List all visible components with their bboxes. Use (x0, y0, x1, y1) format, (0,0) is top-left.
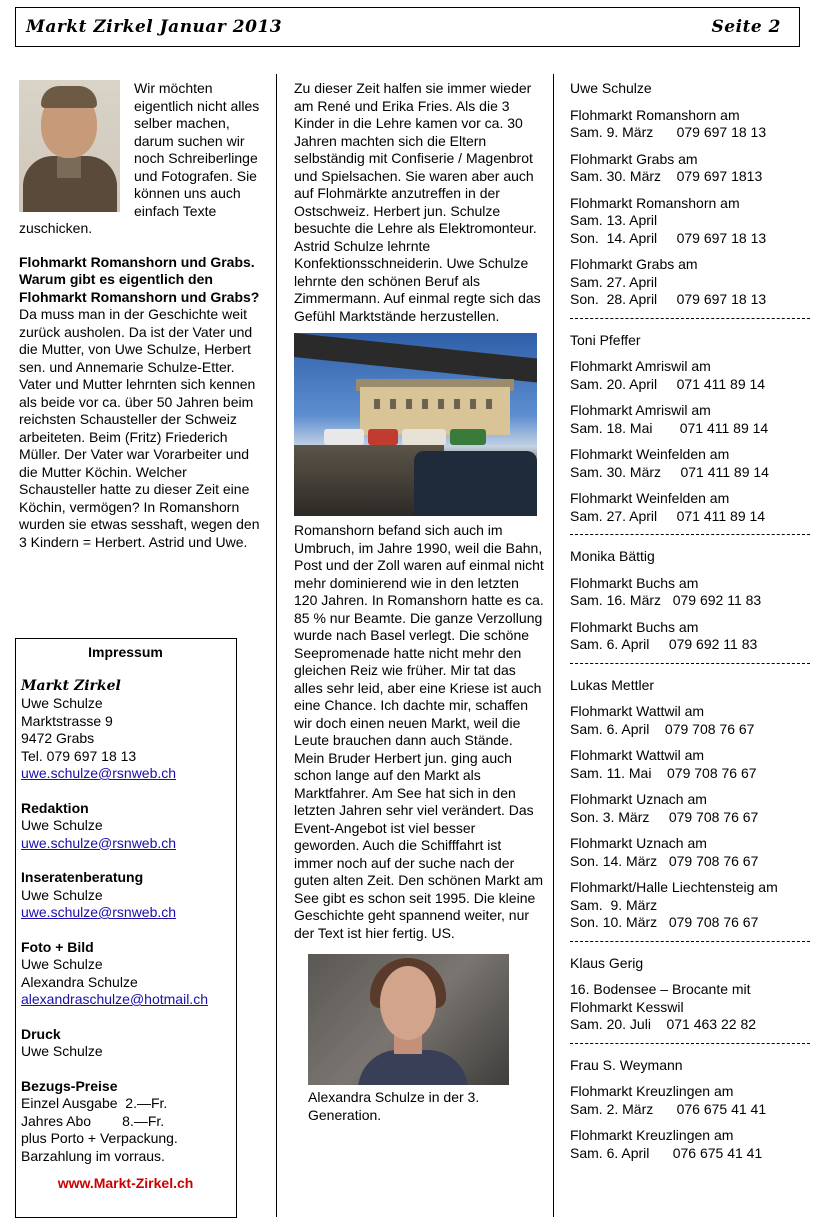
address-line: Uwe Schulze (21, 695, 103, 711)
vendor-name: Toni Pfeffer (570, 331, 641, 348)
inserate-name: Uwe Schulze (21, 886, 103, 903)
market-entry: Flohmarkt Kreuzlingen am Sam. 2. März 076 675 41 41 (570, 1083, 767, 1117)
preise-line: Barzahlung im vorraus. (21, 1147, 165, 1164)
schedule-group (570, 1057, 810, 1163)
preise-line: Jahres Abo 8.—Fr. (21, 1112, 165, 1129)
schedule-group (570, 677, 810, 932)
author-photo (19, 80, 120, 212)
foto-label: Foto + Bild (21, 938, 94, 955)
market-entry: Flohmarkt Amriswil am Sam. 20. April 071 411 89 14 (570, 358, 766, 392)
schedule-group (570, 955, 810, 1034)
address-line: Tel. 079 697 18 13 (21, 747, 137, 764)
vendor-name: Klaus Gerig (570, 954, 644, 971)
market-photo (294, 333, 537, 516)
impressum-box (15, 638, 237, 1218)
email-link[interactable]: uwe.schulze@rsnweb.ch (21, 765, 177, 781)
druck-block (21, 1026, 230, 1061)
foto-name: Alexandra Schulze (21, 973, 138, 990)
page-header (15, 7, 800, 47)
foto-name: Uwe Schulze (21, 956, 103, 972)
foto-email-link[interactable]: alexandraschulze@hotmail.ch (21, 991, 208, 1007)
market-entry: Flohmarkt Uznach am Son. 14. März 079 708 76 67 (570, 835, 759, 869)
address-line: Marktstrasse 9 (21, 712, 113, 729)
website-link[interactable]: www.Markt-Zirkel.ch (57, 1175, 194, 1191)
market-entry: Flohmarkt Weinfelden am Sam. 30. März 071 411 89 14 (570, 446, 769, 480)
schedule-group (570, 548, 810, 654)
druck-label: Druck (21, 1025, 61, 1042)
photo-caption: Alexandra Schulze in der 3. Generation. (308, 1089, 480, 1123)
impressum-address (21, 678, 230, 783)
dashed-separator (570, 318, 810, 319)
market-entry: Flohmarkt Romanshorn am Sam. 9. März 079 697 18 13 (570, 106, 767, 140)
redaktion-block (21, 800, 230, 853)
vendor-name: Frau S. Weymann (570, 1056, 683, 1073)
inserate-email-link[interactable]: uwe.schulze@rsnweb.ch (21, 904, 177, 920)
impressum-title: Impressum (88, 644, 163, 660)
dashed-separator (570, 941, 810, 942)
preise-label: Bezugs-Preise (21, 1077, 118, 1094)
vendor-name: Uwe Schulze (570, 80, 652, 96)
market-entry: Flohmarkt Grabs am Sam. 30. März 079 697 1813 (570, 150, 763, 184)
market-entry: Flohmarkt Weinfelden am Sam. 27. April 071 411 89 14 (570, 490, 766, 524)
redaktion-email-link[interactable]: uwe.schulze@rsnweb.ch (21, 834, 177, 851)
market-entry: Flohmarkt Uznach am Son. 3. März 079 708 76 67 (570, 791, 759, 825)
column-divider (276, 74, 277, 1217)
market-entry: Flohmarkt Wattwil am Sam. 6. April 079 708 76 67 (570, 703, 755, 737)
dashed-separator (570, 663, 810, 664)
intro-text: Wir möchten eigentlich nicht alles selber machen, darum suchen wir noch Schreiberlinge und Fotografen. Sie können uns auch einfach Texte zuschicken. (19, 80, 260, 236)
market-entry: Flohmarkt/Halle Liechtensteig am Sam. 9. März Son. 10. März 079 708 76 67 (570, 879, 778, 930)
inserate-block (21, 869, 230, 922)
market-entry: Flohmarkt Buchs am Sam. 16. März 079 692 11 83 (570, 574, 762, 608)
foto-block (21, 939, 230, 1009)
dashed-separator (570, 1043, 810, 1044)
market-entry: Flohmarkt Wattwil am Sam. 11. Mai 079 708 76 67 (570, 747, 757, 781)
schedule-group (570, 80, 810, 309)
article-paragraph: Romanshorn befand sich auch im Umbruch, im Jahre 1990, weil die Bahn, Post und der Zoll waren auf einmal nicht mehr dominierend wie in den letzten 120 Jahren. In Romanshorn hatte es ca. 85 % nur Beamte. Die ganze Verzollung wurde nach Basel verlegt. Die schöne Seepromenade hatte nicht mehr den gleichen Reiz wie früher. Mir tat das alles sehr leid, aber eine Kriese ist auch eine Chance. Ich dachte mir, schaffen wir doch einen neuen Markt, weil die Leute brauchen dann auch Stände. Mein Bruder Herbert jun. ging auch schon lange auf den Markt als Marktfahrer. Am See hat sich in den letzten Jahren sehr viel verändert. Das Event-Angebot ist viel besser geworden. Auch die Schifffahrt ist immer noch auf der suche nach der guten alten Zeit. Den schönen Markt am See gibt es schon seit 1995. Die kleine Geschichte geht spannend weiter, nur der Text ist hier fertig. US. (294, 522, 544, 941)
address-line: 9472 Grabs (21, 730, 95, 746)
column-right (570, 80, 810, 1171)
masthead-title: Markt Zirkel Januar 2013 (26, 17, 283, 37)
market-entry: Flohmarkt Buchs am Sam. 6. April 079 692 11 83 (570, 618, 758, 652)
market-entry: Flohmarkt Kreuzlingen am Sam. 6. April 076 675 41 41 (570, 1127, 763, 1161)
dashed-separator (570, 534, 810, 535)
vendor-name: Lukas Mettler (570, 676, 655, 693)
inserate-label: Inseratenberatung (21, 869, 144, 885)
article-paragraph: Zu dieser Zeit halfen sie immer wieder am René und Erika Fries. Als die 3 Kinder in die Lehre kamen vor ca. 30 Jahren machten sich die Eltern selbständig mit Confiserie / Magenbrot und Spielsachen. Sie waren aber auch auf Flohmärkte anzutreffen in der Ostschweiz. Herbert jun. Schulze besuchte die Lehre als Elektromonteur. Astrid Schulze lehrnte Konfektionsschneiderin. Uwe Schulze lehrnte den schönen Beruf als Zimmermann. Auf einmal regte sich das Gefühl Marktstände herzustellen. (294, 80, 541, 324)
column-divider (553, 74, 554, 1217)
page-number: Seite 2 (711, 17, 781, 37)
markt-zirkel-logo: Markt Zirkel (21, 677, 121, 694)
column-left (19, 80, 263, 551)
market-entry: Flohmarkt Romanshorn am Sam. 13. April Son. 14. April 079 697 18 13 (570, 194, 767, 246)
market-entry: Flohmarkt Grabs am Sam. 27. April Son. 28. April 079 697 18 13 (570, 256, 767, 307)
redaktion-name: Uwe Schulze (21, 817, 103, 833)
preise-line: Einzel Ausgabe 2.—Fr. (21, 1095, 168, 1111)
column-middle (294, 80, 544, 1124)
article-question: Warum gibt es eigentlich den Flohmarkt Romanshorn und Grabs? (19, 271, 260, 305)
vendor-name: Monika Bättig (570, 548, 655, 564)
market-entry: Flohmarkt Amriswil am Sam. 18. Mai 071 411 89 14 (570, 402, 769, 436)
redaktion-label: Redaktion (21, 799, 89, 816)
market-entry: 16. Bodensee – Brocante mit Flohmarkt Kesswil Sam. 20. Juli 071 463 22 82 (570, 981, 757, 1032)
article-title: Flohmarkt Romanshorn und Grabs. (19, 253, 255, 270)
article-paragraph: Da muss man in der Geschichte weit zurück ausholen. Da ist der Vater und die Mutter, von Uwe Schulze, Herbert sen. und Annemarie Schulze-Etter. Vater und Mutter lehrnten sich kennen als beide vor ca. über 50 Jahren beim reichsten Schausteller der Schweiz arbeiteten. Beim (Fritz) Friederich Müller. Der Vater war Vorarbeiter und die Mutter Köchin. Welcher Schausteller hatte zu dieser Zeit eine Köchin, vermögen? In Romanshorn wurden sie etwas sesshaft, wegen den 3 Kindern = Herbert. Astrid und Uwe. (19, 306, 260, 550)
portrait-photo (308, 954, 509, 1085)
preise-block (21, 1078, 230, 1166)
druck-name: Uwe Schulze (21, 1043, 103, 1059)
preise-line: plus Porto + Verpackung. (21, 1130, 178, 1146)
schedule-group (570, 332, 810, 526)
